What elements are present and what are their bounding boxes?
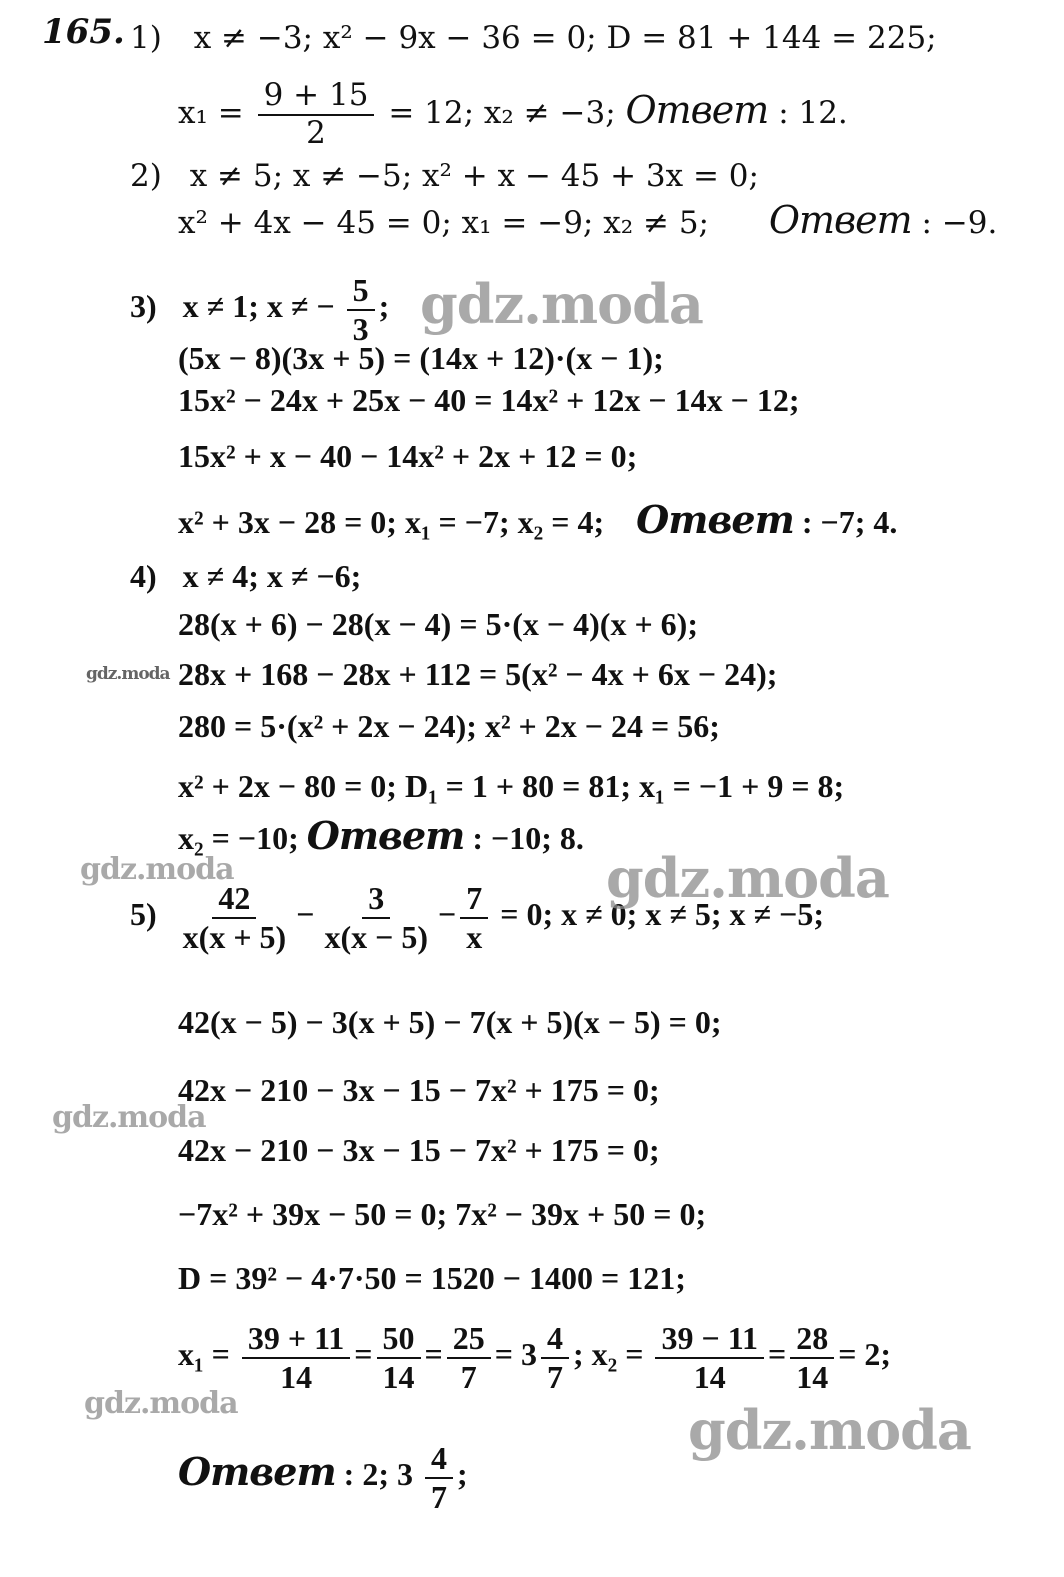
item-3-label: 3) <box>130 288 157 325</box>
fraction: $\frac{42}{x(x + 5)}$ <box>182 880 287 955</box>
fraction: $\frac{7}{x}$ <box>460 880 488 956</box>
item-5-line-4: 42x − 210 − 3x − 15 − 7x² + 175 = 0; <box>178 1132 660 1168</box>
item-5-line-6: D = 39² − 4·7·50 = 1520 − 1400 = 121; <box>178 1260 686 1296</box>
item-5-line-2: 42(x − 5) − 3(x + 5) − 7(x + 5)(x − 5) = 0; <box>178 1004 722 1040</box>
fraction: $\frac{28}{14}$ <box>790 1320 834 1396</box>
item-4-line-4: 280 = 5·(x² + 2x − 24); x² + 2x − 24 = 56; <box>178 708 720 744</box>
item-5-label: 5) <box>130 896 157 933</box>
fraction: $\frac{5}{3}$ <box>347 272 375 348</box>
fraction: $\frac{4}{7}$ <box>425 1440 453 1516</box>
watermark: gdz.moda <box>86 664 170 684</box>
item-4-line-5: x² + 2x − 80 = 0; D₁ = 1 + 80 = 81; x₁ = −1 + 9 = 8; <box>178 768 845 804</box>
answer-value: : 12. <box>778 95 848 132</box>
item-3-line-5: x² + 3x − 28 = 0; x₁ = −7; x₂ = 4; Ответ : −7; 4. <box>178 497 898 542</box>
answer-word: Ответ <box>178 1449 336 1495</box>
watermark: gdz.moda <box>688 1398 971 1462</box>
item-5-line-3: 42x − 210 − 3x − 15 − 7x² + 175 = 0; <box>178 1072 660 1108</box>
answer-word: Ответ <box>306 813 465 858</box>
watermark: gdz.moda <box>606 846 889 910</box>
answer-word: Ответ <box>625 88 769 133</box>
item-3-line-4: 15x² + x − 40 − 14x² + 2x + 12 = 0; <box>178 438 638 474</box>
item-4-line-6: x₂ = −10; Ответ : −10; 8. <box>178 813 584 858</box>
item-1-line-1: 1) x ≠ −3; x² − 9x − 36 = 0; D = 81 + 144 = 225; <box>130 20 937 56</box>
fraction: $\frac{39 - 11}{14}$ <box>655 1320 763 1396</box>
fraction: $\frac{9 + 15}{2}$ <box>258 78 375 151</box>
item-3-line-3: 15x² − 24x + 25x − 40 = 14x² + 12x − 14x − 12; <box>178 382 800 418</box>
fraction: $\frac{50}{14}$ <box>377 1320 421 1396</box>
item-4-line-3: 28x + 168 − 28x + 112 = 5(x² − 4x + 6x − 24); <box>178 656 778 692</box>
answer-value: : −7; 4. <box>801 504 898 540</box>
answer-value: : −9. <box>921 205 998 241</box>
answer-value: : 2; 3 <box>343 1456 413 1493</box>
item-5-line-1: 5) $\frac{42}{x(x + 5)}$ − $\frac{3}{x(x - 5)}$ − $\frac{7}{x}$ = 0; x ≠ 0; x ≠ 5; x ≠ −5; <box>130 880 824 955</box>
item-1-line-2: x₁ = $\frac{9 + 15}{2}$ = 12; x₂ ≠ −3; Ответ : 12. <box>178 77 848 151</box>
item-4-line-1: 4) x ≠ 4; x ≠ −6; <box>130 558 362 594</box>
watermark: gdz.moda <box>420 272 703 336</box>
watermark: gdz.moda <box>52 1100 206 1135</box>
fraction: $\frac{3}{x(x - 5)}$ <box>324 880 428 955</box>
item-2-label: 2) <box>130 158 162 194</box>
item-5-answer: Ответ : 2; 3 $\frac{4}{7}$ ; <box>178 1440 468 1515</box>
answer-word: Ответ <box>768 198 912 242</box>
task-number: 165. <box>42 12 125 52</box>
item-2-line-1: 2) x ≠ 5; x ≠ −5; x² + x − 45 + 3x = 0; <box>130 158 759 194</box>
watermark: gdz.moda <box>80 852 234 887</box>
item-3-line-1: 3) x ≠ 1; x ≠ − $\frac{5}{3}$ ; <box>130 272 390 347</box>
item-1-label: 1) <box>130 20 162 56</box>
item-4-label: 4) <box>130 558 157 594</box>
item-5-line-5: −7x² + 39x − 50 = 0; 7x² − 39x + 50 = 0; <box>178 1196 707 1232</box>
fraction: $\frac{39 + 11}{14}$ <box>242 1320 350 1396</box>
item-5-roots: x₁ = $\frac{39 + 11}{14}$ = $\frac{50}{14}$ = $\frac{25}{7}$ = 3 $\frac{4}{7}$ ; x₂ = $\frac{39 - 11}{14}$ = $\frac{28}{14}$ = 2; <box>178 1320 892 1395</box>
answer-word: Ответ <box>636 497 794 542</box>
answer-value: : −10; 8. <box>472 820 584 856</box>
item-2-line-2: x² + 4x − 45 = 0; x₁ = −9; x₂ ≠ 5; Ответ : −9. <box>178 198 998 242</box>
item-3-line-2: (5x − 8)(3x + 5) = (14x + 12)·(x − 1); <box>178 340 664 376</box>
fraction: $\frac{4}{7}$ <box>541 1320 569 1396</box>
item-4-line-2: 28(x + 6) − 28(x − 4) = 5·(x − 4)(x + 6); <box>178 606 698 642</box>
fraction: $\frac{25}{7}$ <box>447 1320 491 1396</box>
watermark: gdz.moda <box>84 1386 238 1421</box>
